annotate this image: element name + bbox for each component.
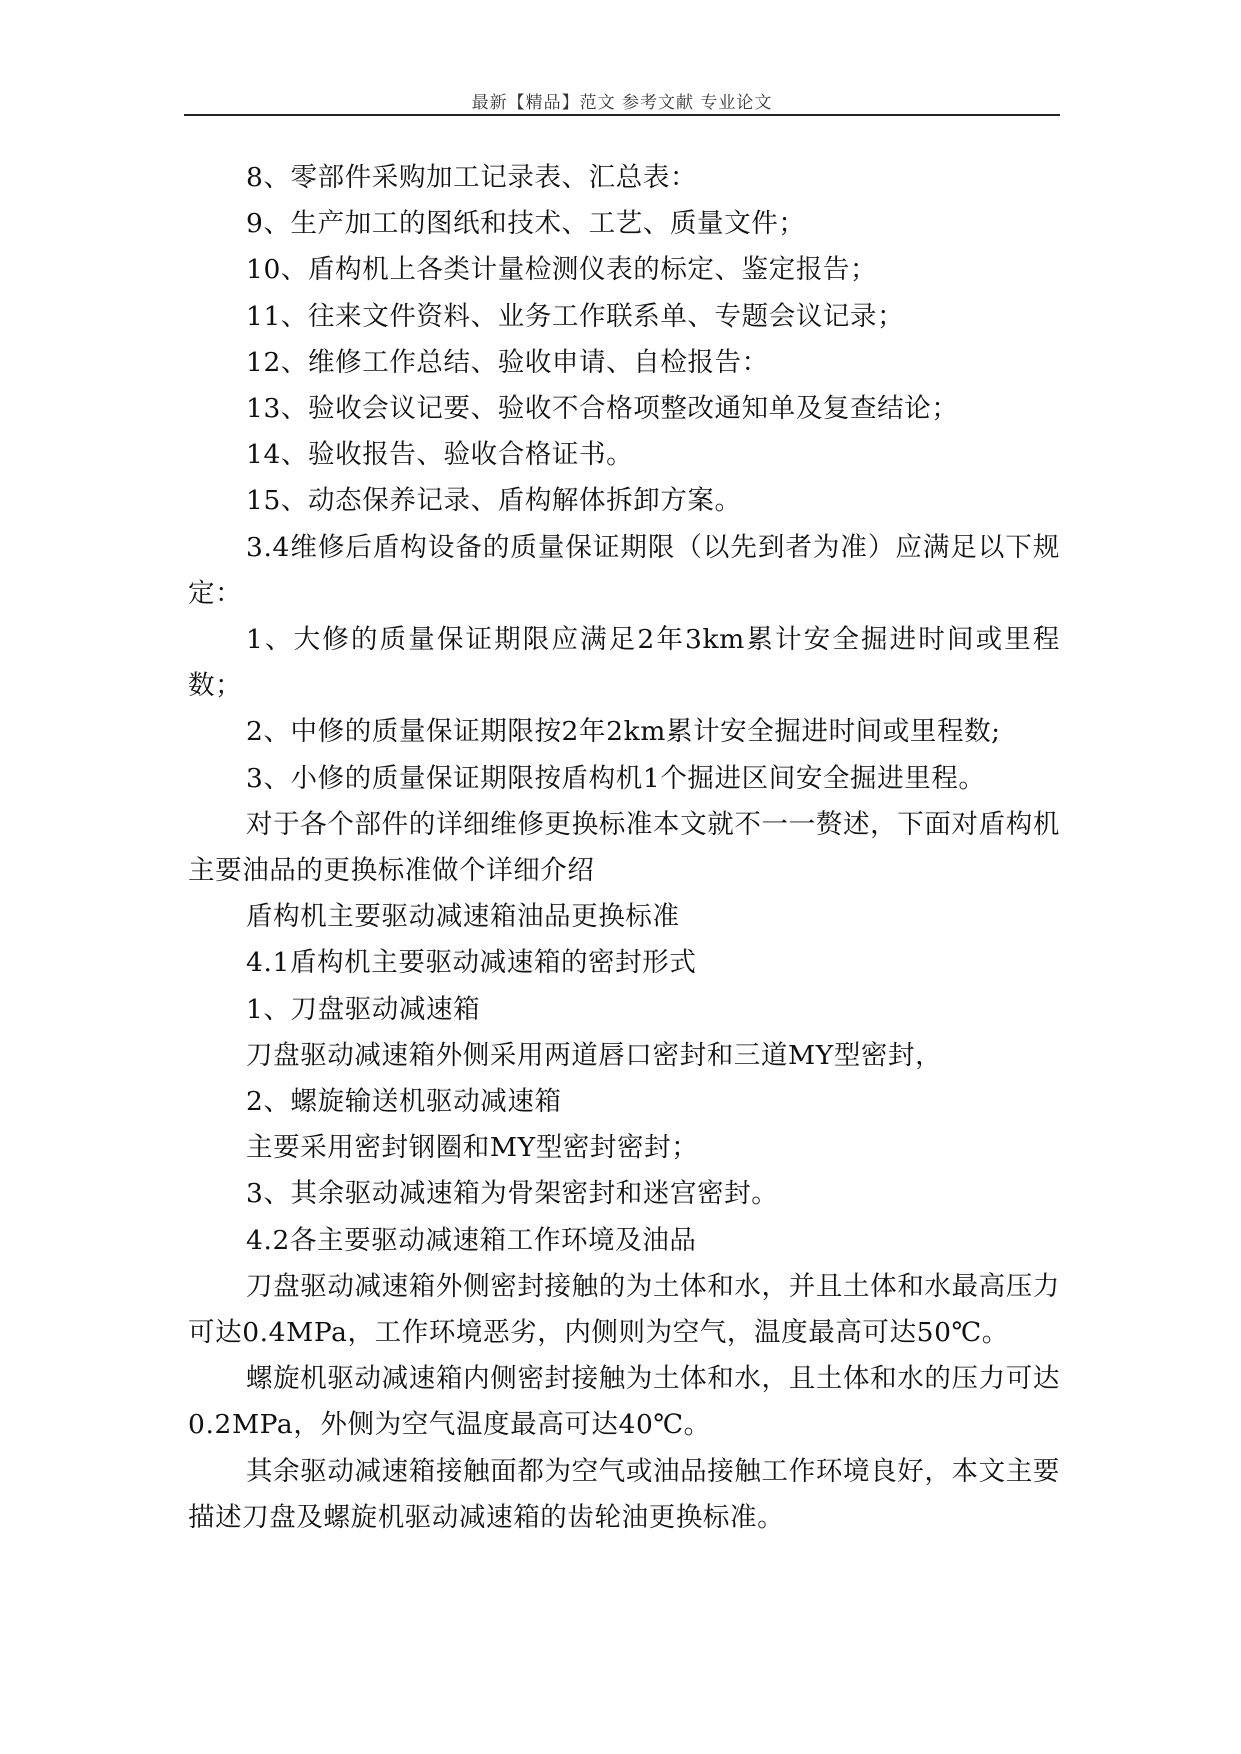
list-item: 15、动态保养记录、盾构解体拆卸方案。 [246,485,742,517]
body-paragraph: 主要采用密封钢圈和MY型密封密封； [246,1132,699,1164]
list-item: 13、验收会议记要、验收不合格项整改通知单及复查结论； [246,393,959,425]
section-paragraph: 3.4维修后盾构设备的质量保证期限（以先到者为准）应满足以下规定： [188,531,1060,609]
list-item: 11、往来文件资料、业务工作联系单、专题会议记录； [246,300,905,332]
list-item: 1、大修的质量保证期限应满足2年3km累计安全掘进时间或里程数； [188,624,1060,702]
list-item: 14、验收报告、验收合格证书。 [246,439,634,471]
list-item: 12、维修工作总结、验收申请、自检报告： [246,346,769,378]
list-item: 3、小修的质量保证期限按盾构机1个掘进区间安全掘进里程。 [246,762,986,794]
body-paragraph: 刀盘驱动减速箱外侧采用两道唇口密封和三道MY型密封， [246,1039,943,1071]
document-body [188,155,1060,1541]
body-paragraph: 对于各个部件的详细维修更换标准本文就不一一赘述，下面对盾构机主要油品的更换标准做个详细介绍 [188,808,1060,887]
body-paragraph: 刀盘驱动减速箱外侧密封接触的为土体和水，并且土体和水最高压力可达0.4MPa，工作环境恶劣，内侧则为空气，温度最高可达50℃。 [188,1270,1060,1349]
body-paragraph: 螺旋机驱动减速箱内侧密封接触为土体和水，且土体和水的压力可达0.2MPa，外侧为空气温度最高可达40℃。 [188,1363,1060,1441]
header-divider [184,114,1060,116]
list-item: 10、盾构机上各类计量检测仪表的标定、鉴定报告； [246,254,878,286]
list-item: 3、其余驱动减速箱为骨架密封和迷宫密封。 [246,1178,779,1210]
section-heading: 盾构机主要驱动减速箱油品更换标准 [246,901,680,933]
section-heading: 4.2各主要驱动减速箱工作环境及油品 [246,1224,697,1256]
list-item: 1、刀盘驱动减速箱 [246,993,481,1025]
list-item: 9、生产加工的图纸和技术、工艺、质量文件； [246,208,806,240]
list-item: 2、螺旋输送机驱动减速箱 [246,1086,562,1118]
body-paragraph: 其余驱动减速箱接触面都为空气或油品接触工作环境良好，本文主要描述刀盘及螺旋机驱动减速箱的齿轮油更换标准。 [188,1455,1060,1533]
list-item: 8、零部件采购加工记录表、汇总表： [246,162,698,193]
section-heading: 4.1盾构机主要驱动减速箱的密封形式 [246,947,697,979]
list-item: 2、中修的质量保证期限按2年2km累计安全掘进时间或里程数; [246,716,1001,748]
page-header: 最新【精品】范文 参考文献 专业论文 [471,93,773,113]
